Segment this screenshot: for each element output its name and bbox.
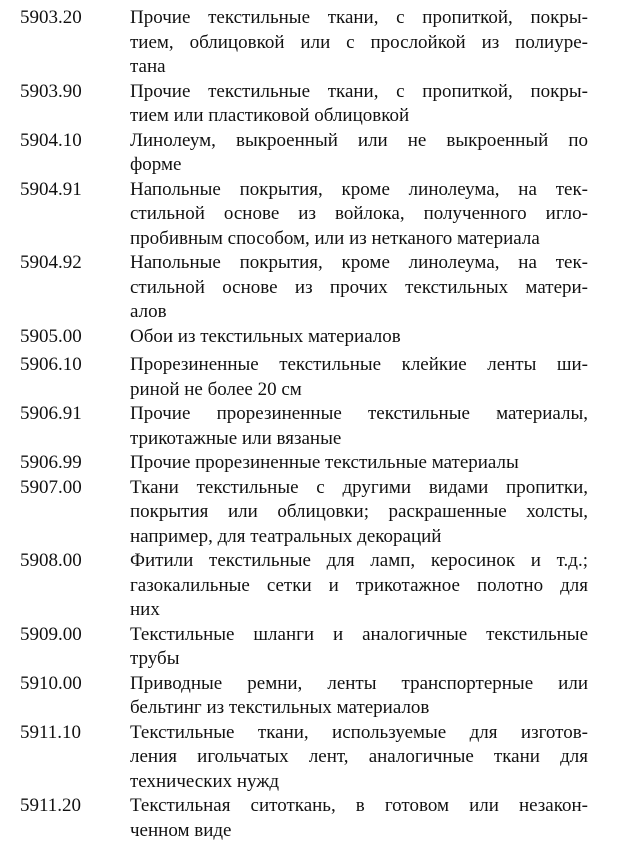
description-line: Приводные ремни, ленты транспортерные или [130,672,588,694]
entry-row [0,549,620,623]
entry-row [0,129,620,178]
entry-row [0,672,620,721]
description-line: Линолеум, выкроенный или не выкроенный по [130,129,588,151]
entry-code: 5908.00 [20,550,82,571]
entry-description [130,325,588,350]
entry-code: 5909.00 [20,623,82,645]
entry-code: 5904.10 [20,129,82,151]
description-line: пробивным способом, или из нетканого материала [130,227,540,249]
entry-row [0,794,620,843]
description-line: Прочие текстильные ткани, с пропиткой, покры- [130,7,588,28]
entry-code: 5911.20 [20,795,82,816]
entry-row [0,721,620,795]
description-line: трубы [130,648,180,669]
description-line: Текстильные шланги и аналогичные текстильные [130,623,588,645]
entry-description [130,129,588,178]
entry-code: 5911.10 [20,721,82,743]
entry-code: 5903.90 [20,80,82,102]
entry-description [130,178,588,252]
entry-description [130,672,588,721]
description-line: Обои из текстильных материалов [130,325,401,347]
description-line: Напольные покрытия, кроме линолеума, на тек- [130,178,588,200]
entry-code: 5903.20 [20,7,82,28]
entry-description [130,80,588,129]
entry-description [130,451,588,476]
description-line: Прорезиненные текстильные клейкие ленты ши- [130,354,588,375]
entry-description [130,549,588,623]
description-line: технических нужд [130,770,280,792]
description-line: стильной основе из прочих текстильных матери- [130,276,588,298]
description-line: например, для театральных декораций [130,525,442,547]
description-line: ченном виде [130,819,232,841]
description-line: риной не более 20 см [130,378,302,400]
description-line: Ткани текстильные с другими видами пропитки, [130,476,588,498]
description-line: них [130,599,160,620]
entry-row [0,6,620,80]
entry-row [0,353,620,402]
entry-row [0,251,620,325]
description-line: трикотажные или вязаные [130,427,342,449]
entry-row [0,80,620,129]
entry-description [130,353,588,402]
entry-code: 5910.00 [20,672,82,694]
entry-description [130,623,588,672]
entry-code: 5906.10 [20,354,82,375]
entry-description [130,402,588,451]
entry-description [130,794,588,843]
description-line: форме [130,154,182,175]
entry-code: 5907.00 [20,476,82,498]
description-line: Фитили текстильные для ламп, керосинок и т.д.; [130,550,588,571]
entry-description [130,721,588,795]
entry-code: 5904.92 [20,252,82,273]
description-line: стильной основе из войлока, полученного игло- [130,203,588,224]
entry-description [130,476,588,550]
entry-code: 5906.99 [20,452,82,473]
entry-code: 5905.00 [20,325,82,347]
entry-row [0,623,620,672]
description-line: бельтинг из текстильных материалов [130,697,430,718]
entry-row [0,476,620,550]
description-line: Текстильные ткани, используемые для изготов- [130,721,588,743]
description-line: Прочие прорезиненные текстильные материалы [130,452,519,473]
description-line: покрытия или облицовки; раскрашенные холсты, [130,501,588,522]
description-line: газокалильные сетки и трикотажное полотно для [130,574,588,596]
entry-code: 5904.91 [20,178,82,200]
entry-row [0,451,620,476]
entry-row [0,178,620,252]
entry-row [0,325,620,350]
entry-description [130,6,588,80]
description-line: тием или пластиковой облицовкой [130,105,410,126]
description-line: алов [130,301,167,322]
entry-row [0,402,620,451]
description-line: тием, облицовкой или с прослойкой из полиуре- [130,31,588,53]
description-line: Прочие текстильные ткани, с пропиткой, покры- [130,80,588,102]
description-line: Прочие прорезиненные текстильные материалы, [130,403,588,424]
entry-code: 5906.91 [20,403,82,424]
entry-description [130,251,588,325]
description-line: Напольные покрытия, кроме линолеума, на тек- [130,252,588,273]
description-line: тана [130,56,166,77]
description-line: ления игольчатых лент, аналогичные ткани для [130,746,588,767]
description-line: Текстильная ситоткань, в готовом или незакон- [130,795,588,816]
